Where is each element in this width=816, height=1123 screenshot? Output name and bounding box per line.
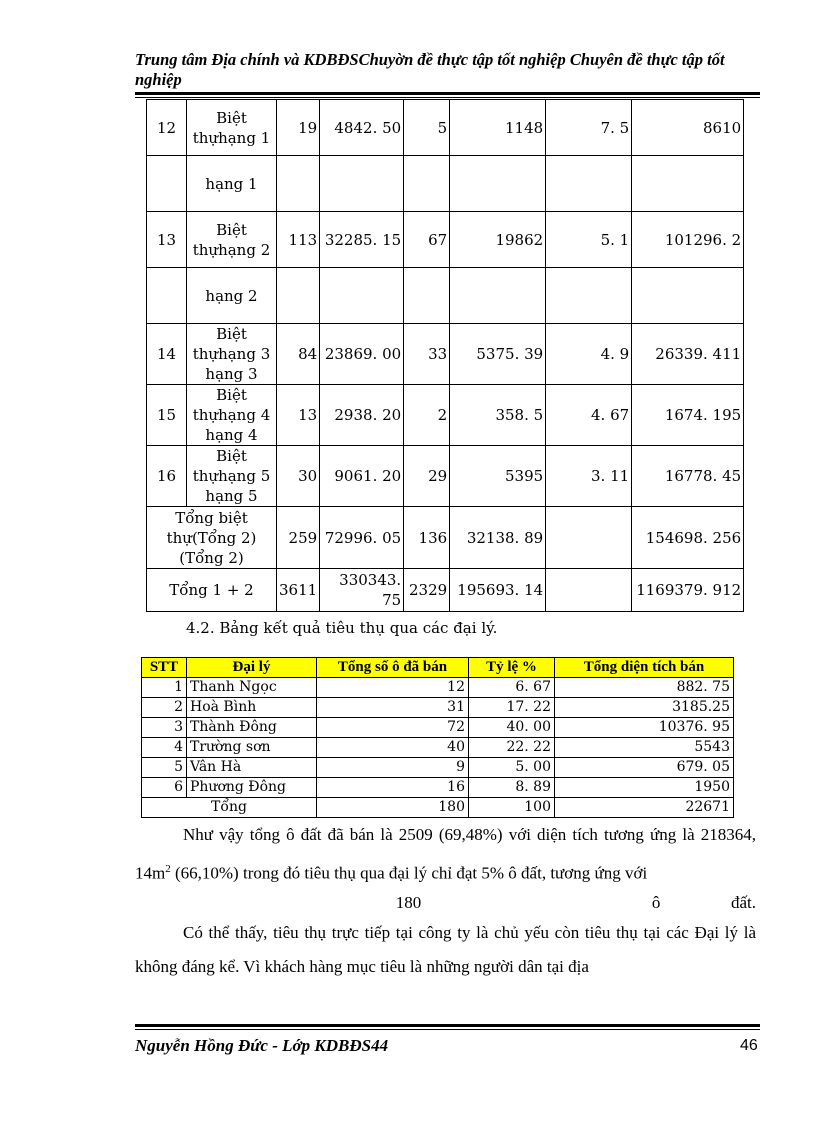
- cell-name: Biệt thựhạng 2: [187, 212, 277, 268]
- cell-area: 1950: [555, 778, 734, 798]
- cell-total-label: Tổng: [142, 798, 317, 818]
- table-row: [147, 212, 744, 268]
- cell-f: [632, 268, 744, 324]
- cell-e: 4. 9: [546, 324, 632, 385]
- cell-e: [546, 569, 632, 612]
- cell-ratio: 22. 22: [469, 738, 555, 758]
- cell-d: 1148: [450, 100, 546, 156]
- table-total-row: [142, 798, 734, 818]
- table-row: [142, 758, 734, 778]
- cell-e: 7. 5: [546, 100, 632, 156]
- table-row: [142, 718, 734, 738]
- table-row: [142, 738, 734, 758]
- table-row: [147, 100, 744, 156]
- cell-d: 5375. 39: [450, 324, 546, 385]
- villa-table: [146, 99, 744, 612]
- superscript: 2: [165, 863, 171, 875]
- cell-agent: Hoà Bình: [187, 698, 317, 718]
- table-row-total12: [147, 569, 744, 612]
- cell-stt: 5: [142, 758, 187, 778]
- cell-d: 19862: [450, 212, 546, 268]
- footer-rule: [135, 1024, 760, 1027]
- table-row: [142, 678, 734, 698]
- footer-rule-thin: [135, 1029, 760, 1030]
- cell-c: 29: [404, 446, 450, 507]
- cell-e: 4. 67: [546, 385, 632, 446]
- cell-f: [632, 156, 744, 212]
- paragraph-summary: [135, 818, 756, 891]
- cell-name: Biệt thựhạng 4 hạng 4: [187, 385, 277, 446]
- cell-stt: 13: [147, 212, 187, 268]
- table-row: [147, 268, 744, 324]
- cell-a: 30: [277, 446, 320, 507]
- header-ratio: Tỷ lệ %: [469, 658, 555, 678]
- cell-ratio: 100: [469, 798, 555, 818]
- cell-b: [320, 268, 404, 324]
- header-count: Tổng số ô đã bán: [317, 658, 469, 678]
- cell-a: 19: [277, 100, 320, 156]
- cell-e: [546, 156, 632, 212]
- paragraph-word: đất.: [730, 893, 756, 912]
- cell-area: 3185.25: [555, 698, 734, 718]
- table-row: [142, 778, 734, 798]
- cell-count: 180: [317, 798, 469, 818]
- cell-a: [277, 156, 320, 212]
- cell-total-label: Tổng biệt thự(Tổng 2) (Tổng 2): [147, 507, 277, 569]
- cell-f: 16778. 45: [632, 446, 744, 507]
- cell-c: 67: [404, 212, 450, 268]
- cell-a: 113: [277, 212, 320, 268]
- cell-d: [450, 156, 546, 212]
- section-title: 4.2. Bảng kết quả tiêu thụ qua các đại lý.: [186, 619, 498, 637]
- header-stt: STT: [142, 658, 187, 678]
- cell-count: 40: [317, 738, 469, 758]
- cell-agent: Trường sơn: [187, 738, 317, 758]
- cell-name: Biệt thựhạng 5 hạng 5: [187, 446, 277, 507]
- cell-b: 32285. 15: [320, 212, 404, 268]
- cell-a: 13: [277, 385, 320, 446]
- cell-stt: 4: [142, 738, 187, 758]
- cell-c: 136: [404, 507, 450, 569]
- cell-stt: 14: [147, 324, 187, 385]
- header-agent: Đại lý: [187, 658, 317, 678]
- paragraph-number: 180: [395, 893, 422, 912]
- cell-name: Biệt thựhạng 3 hạng 3: [187, 324, 277, 385]
- cell-b: 4842. 50: [320, 100, 404, 156]
- cell-b: 9061. 20: [320, 446, 404, 507]
- cell-name: hạng 2: [187, 268, 277, 324]
- page-header: Trung tâm Địa chính và KDBĐSChuyờn đề thực tập tốt nghiệp Chuyên đề thực tập tốt nghiệp: [135, 50, 725, 89]
- page-number: 46: [740, 1037, 758, 1054]
- cell-c: [404, 156, 450, 212]
- cell-e: [546, 507, 632, 569]
- cell-a: 259: [277, 507, 320, 569]
- table-row: [147, 156, 744, 212]
- table-row: [147, 385, 744, 446]
- header-rule-thin: [135, 97, 760, 98]
- paragraph-line-justified: [135, 886, 756, 920]
- table-header-row: [142, 658, 734, 678]
- cell-ratio: 6. 67: [469, 678, 555, 698]
- cell-area: 22671: [555, 798, 734, 818]
- cell-ratio: 17. 22: [469, 698, 555, 718]
- cell-count: 12: [317, 678, 469, 698]
- cell-d: 5395: [450, 446, 546, 507]
- cell-c: 2329: [404, 569, 450, 612]
- cell-e: [546, 268, 632, 324]
- cell-stt: 3: [142, 718, 187, 738]
- cell-c: 33: [404, 324, 450, 385]
- cell-stt: 1: [142, 678, 187, 698]
- cell-name: hạng 1: [187, 156, 277, 212]
- cell-ratio: 40. 00: [469, 718, 555, 738]
- header-area: Tổng diện tích bán: [555, 658, 734, 678]
- cell-agent: Thành Đông: [187, 718, 317, 738]
- cell-count: 72: [317, 718, 469, 738]
- cell-f: 1169379. 912: [632, 569, 744, 612]
- cell-b: 2938. 20: [320, 385, 404, 446]
- cell-f: 101296. 2: [632, 212, 744, 268]
- cell-b: [320, 156, 404, 212]
- cell-area: 882. 75: [555, 678, 734, 698]
- header-rule: [135, 92, 760, 95]
- cell-stt: [147, 156, 187, 212]
- cell-agent: Thanh Ngọc: [187, 678, 317, 698]
- cell-total-label: Tổng 1 + 2: [147, 569, 277, 612]
- cell-ratio: 5. 00: [469, 758, 555, 778]
- table-row: [147, 324, 744, 385]
- paragraph-text: Như vậy tổng ô đất đã bán là 2509 (69,48%) với diện tích tương ứng là 218364, 14m: [135, 825, 756, 883]
- cell-count: 9: [317, 758, 469, 778]
- cell-area: 10376. 95: [555, 718, 734, 738]
- cell-a: 3611: [277, 569, 320, 612]
- paragraph-text: (66,10%) trong đó tiêu thụ qua đại lý chỉ đạt 5% ô đất, tương ứng với: [170, 863, 648, 883]
- cell-d: [450, 268, 546, 324]
- cell-f: 154698. 256: [632, 507, 744, 569]
- cell-c: [404, 268, 450, 324]
- cell-d: 32138. 89: [450, 507, 546, 569]
- cell-count: 16: [317, 778, 469, 798]
- cell-b: 72996. 05: [320, 507, 404, 569]
- cell-b: 330343. 75: [320, 569, 404, 612]
- cell-a: [277, 268, 320, 324]
- table-row-total2: [147, 507, 744, 569]
- agent-table: [141, 657, 734, 818]
- table-row: [142, 698, 734, 718]
- cell-f: 1674. 195: [632, 385, 744, 446]
- cell-f: 8610: [632, 100, 744, 156]
- cell-stt: 16: [147, 446, 187, 507]
- cell-stt: 15: [147, 385, 187, 446]
- footer-author: Nguyễn Hồng Đức - Lớp KDBĐS44: [135, 1036, 389, 1055]
- cell-f: 26339. 411: [632, 324, 744, 385]
- table-row: [147, 446, 744, 507]
- cell-d: 195693. 14: [450, 569, 546, 612]
- cell-area: 679. 05: [555, 758, 734, 778]
- cell-stt: 2: [142, 698, 187, 718]
- cell-stt: [147, 268, 187, 324]
- cell-count: 31: [317, 698, 469, 718]
- cell-agent: Phương Đông: [187, 778, 317, 798]
- paragraph-word: ô: [651, 893, 661, 912]
- cell-c: 2: [404, 385, 450, 446]
- cell-b: 23869. 00: [320, 324, 404, 385]
- cell-a: 84: [277, 324, 320, 385]
- cell-name: Biệt thựhạng 1: [187, 100, 277, 156]
- paragraph-conclusion: Có thể thấy, tiêu thụ trực tiếp tại công ty là chủ yếu còn tiêu thụ tại các Đại lý là không đáng kể. Vì khách hàng mục tiêu là những người dân tại địa: [135, 923, 756, 976]
- cell-ratio: 8. 89: [469, 778, 555, 798]
- cell-stt: 6: [142, 778, 187, 798]
- cell-area: 5543: [555, 738, 734, 758]
- cell-c: 5: [404, 100, 450, 156]
- cell-e: 5. 1: [546, 212, 632, 268]
- cell-agent: Vân Hà: [187, 758, 317, 778]
- cell-stt: 12: [147, 100, 187, 156]
- cell-e: 3. 11: [546, 446, 632, 507]
- cell-d: 358. 5: [450, 385, 546, 446]
